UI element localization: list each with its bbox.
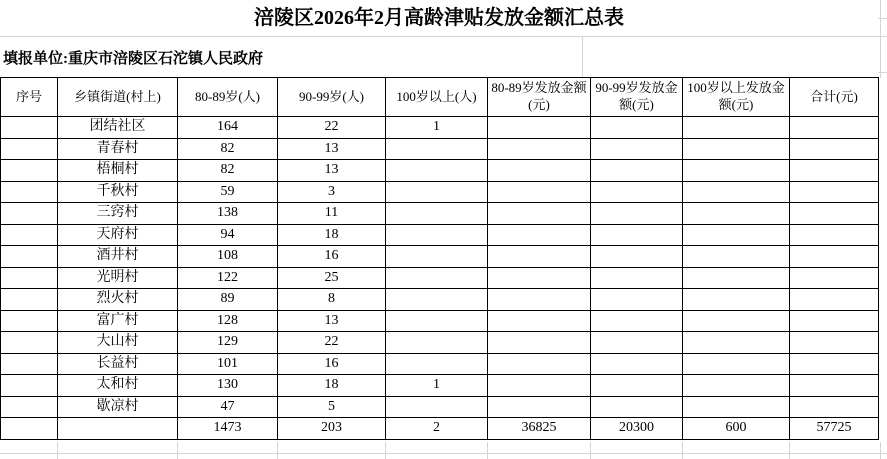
table-cell[interactable]: 47	[178, 396, 278, 418]
table-cell[interactable]	[1, 160, 58, 182]
table-cell[interactable]: 太和村	[58, 375, 178, 397]
table-cell[interactable]	[488, 246, 591, 268]
table-cell[interactable]: 164	[178, 117, 278, 139]
table-cell[interactable]	[591, 396, 683, 418]
header-cell-80-89-amount[interactable]: 80-89岁发放金额(元)	[488, 78, 591, 117]
table-cell[interactable]	[488, 332, 591, 354]
table-cell[interactable]	[1, 117, 58, 139]
table-cell[interactable]	[790, 181, 879, 203]
table-cell[interactable]	[386, 310, 488, 332]
table-cell[interactable]: 团结社区	[58, 117, 178, 139]
table-cell[interactable]: 3	[278, 181, 386, 203]
header-cell-100plus-count[interactable]: 100岁以上(人)	[386, 78, 488, 117]
header-cell-village[interactable]: 乡镇街道(村上)	[58, 78, 178, 117]
table-cell[interactable]	[790, 267, 879, 289]
gridline	[487, 442, 488, 459]
table-cell[interactable]	[386, 246, 488, 268]
table-row	[1, 267, 879, 289]
table-cell[interactable]	[683, 353, 790, 375]
table-cell[interactable]: 烈火村	[58, 289, 178, 311]
table-cell[interactable]	[591, 203, 683, 225]
table-cell[interactable]	[683, 181, 790, 203]
table-cell[interactable]	[683, 224, 790, 246]
table-cell[interactable]	[591, 224, 683, 246]
table-cell[interactable]	[790, 117, 879, 139]
table-cell[interactable]: 101	[178, 353, 278, 375]
table-cell[interactable]: 18	[278, 375, 386, 397]
table-cell[interactable]	[386, 160, 488, 182]
table-cell[interactable]	[488, 375, 591, 397]
gridline	[682, 442, 683, 459]
table-cell[interactable]	[488, 353, 591, 375]
table-cell[interactable]	[1, 396, 58, 418]
gridline	[0, 453, 887, 454]
table-cell[interactable]	[1, 203, 58, 225]
table-cell[interactable]	[790, 160, 879, 182]
table-cell[interactable]	[1, 418, 58, 440]
table-cell[interactable]: 1	[386, 375, 488, 397]
table-cell[interactable]	[790, 246, 879, 268]
table-cell[interactable]	[386, 181, 488, 203]
table-cell[interactable]: 94	[178, 224, 278, 246]
table-cell[interactable]	[1, 332, 58, 354]
table-cell[interactable]	[790, 332, 879, 354]
table-cell[interactable]: 梧桐村	[58, 160, 178, 182]
table-cell[interactable]: 36825	[488, 418, 591, 440]
table-cell[interactable]: 18	[278, 224, 386, 246]
table-cell[interactable]	[591, 289, 683, 311]
table-cell[interactable]	[790, 375, 879, 397]
table-cell[interactable]: 千秋村	[58, 181, 178, 203]
sheet-title-cell[interactable]: 涪陵区2026年2月高龄津贴发放金额汇总表	[254, 7, 624, 29]
filing-unit-cell[interactable]: 填报单位:重庆市涪陵区石沱镇人民政府	[3, 50, 263, 67]
gridline	[0, 36, 887, 37]
table-cell[interactable]	[591, 246, 683, 268]
table-cell[interactable]: 89	[178, 289, 278, 311]
table-cell[interactable]	[683, 289, 790, 311]
header-cell-100plus-amount[interactable]: 100岁以上发放金额(元)	[683, 78, 790, 117]
table-cell[interactable]	[790, 396, 879, 418]
table-cell[interactable]	[58, 418, 178, 440]
table-cell[interactable]	[488, 289, 591, 311]
summary-table	[0, 77, 879, 440]
table-cell[interactable]: 130	[178, 375, 278, 397]
table-cell[interactable]	[790, 353, 879, 375]
table-cell[interactable]: 82	[178, 160, 278, 182]
table-cell[interactable]	[386, 224, 488, 246]
table-cell[interactable]	[1, 138, 58, 160]
table-cell[interactable]	[1, 375, 58, 397]
header-cell-seq[interactable]: 序号	[1, 78, 58, 117]
table-cell[interactable]	[386, 203, 488, 225]
table-cell[interactable]	[683, 160, 790, 182]
table-cell[interactable]	[790, 138, 879, 160]
table-cell[interactable]	[591, 117, 683, 139]
table-cell[interactable]	[1, 181, 58, 203]
table-cell[interactable]: 1473	[178, 418, 278, 440]
table-cell[interactable]: 59	[178, 181, 278, 203]
table-cell[interactable]: 13	[278, 138, 386, 160]
gridline	[590, 442, 591, 459]
table-cell[interactable]	[488, 310, 591, 332]
table-cell[interactable]: 25	[278, 267, 386, 289]
table-cell[interactable]	[591, 353, 683, 375]
table-cell[interactable]: 22	[278, 117, 386, 139]
table-cell[interactable]	[790, 310, 879, 332]
table-cell[interactable]: 138	[178, 203, 278, 225]
gridline	[789, 442, 790, 459]
gridline	[582, 36, 583, 78]
table-cell[interactable]	[386, 396, 488, 418]
table-cell[interactable]: 20300	[591, 418, 683, 440]
gridline	[177, 442, 178, 459]
table-cell[interactable]: 三窍村	[58, 203, 178, 225]
table-row	[1, 224, 879, 246]
table-cell[interactable]	[683, 375, 790, 397]
table-cell[interactable]	[591, 267, 683, 289]
table-cell[interactable]: 57725	[790, 418, 879, 440]
table-cell[interactable]: 富广村	[58, 310, 178, 332]
table-cell[interactable]: 108	[178, 246, 278, 268]
table-cell[interactable]: 13	[278, 310, 386, 332]
table-cell[interactable]	[488, 203, 591, 225]
header-cell-80-89-count[interactable]: 80-89岁(人)	[178, 78, 278, 117]
table-row	[1, 396, 879, 418]
table-row	[1, 332, 879, 354]
header-row	[1, 78, 879, 117]
table-cell[interactable]: 2	[386, 418, 488, 440]
table-cell[interactable]	[1, 246, 58, 268]
table-cell[interactable]: 203	[278, 418, 386, 440]
table-row	[1, 353, 879, 375]
table-cell[interactable]	[488, 224, 591, 246]
gridline	[880, 0, 881, 78]
table-cell[interactable]	[1, 267, 58, 289]
total-row	[1, 418, 879, 440]
table-cell[interactable]	[683, 332, 790, 354]
table-cell[interactable]	[1, 353, 58, 375]
table-cell[interactable]	[386, 267, 488, 289]
table-cell[interactable]	[488, 160, 591, 182]
table-cell[interactable]	[591, 375, 683, 397]
header-cell-total[interactable]: 合计(元)	[790, 78, 879, 117]
table-cell[interactable]: 光明村	[58, 267, 178, 289]
table-cell[interactable]	[488, 117, 591, 139]
table-cell[interactable]: 酒井村	[58, 246, 178, 268]
table-cell[interactable]	[683, 396, 790, 418]
table-cell[interactable]	[790, 203, 879, 225]
gridline	[880, 442, 881, 459]
table-cell[interactable]	[1, 224, 58, 246]
table-cell[interactable]: 13	[278, 160, 386, 182]
table-row	[1, 181, 879, 203]
table-row	[1, 160, 879, 182]
table-cell[interactable]	[683, 203, 790, 225]
table-row	[1, 117, 879, 139]
table-body	[1, 117, 879, 440]
table-cell[interactable]	[591, 160, 683, 182]
table-cell[interactable]	[488, 267, 591, 289]
table-cell[interactable]: 1	[386, 117, 488, 139]
table-cell[interactable]	[386, 332, 488, 354]
table-cell[interactable]: 歇凉村	[58, 396, 178, 418]
table-row	[1, 246, 879, 268]
table-cell[interactable]	[386, 138, 488, 160]
table-row	[1, 310, 879, 332]
table-cell[interactable]	[790, 289, 879, 311]
gridline	[57, 442, 58, 459]
table-cell[interactable]: 128	[178, 310, 278, 332]
gridline	[878, 18, 887, 19]
table-cell[interactable]: 8	[278, 289, 386, 311]
table-cell[interactable]	[488, 396, 591, 418]
table-cell[interactable]: 5	[278, 396, 386, 418]
table-cell[interactable]: 11	[278, 203, 386, 225]
table-cell[interactable]	[683, 246, 790, 268]
table-cell[interactable]: 大山村	[58, 332, 178, 354]
table-cell[interactable]: 600	[683, 418, 790, 440]
table-cell[interactable]: 长益村	[58, 353, 178, 375]
table-row	[1, 289, 879, 311]
table-cell[interactable]	[386, 289, 488, 311]
table-cell[interactable]	[1, 310, 58, 332]
table-cell[interactable]	[591, 310, 683, 332]
gridline	[277, 442, 278, 459]
gridline	[385, 442, 386, 459]
table-row	[1, 375, 879, 397]
table-row	[1, 203, 879, 225]
gridline	[878, 72, 887, 73]
table-cell[interactable]: 天府村	[58, 224, 178, 246]
table-cell[interactable]: 129	[178, 332, 278, 354]
table-cell[interactable]: 122	[178, 267, 278, 289]
table-cell[interactable]	[683, 117, 790, 139]
table-cell[interactable]: 青春村	[58, 138, 178, 160]
table-cell[interactable]	[591, 138, 683, 160]
table-cell[interactable]	[683, 267, 790, 289]
table-cell[interactable]: 82	[178, 138, 278, 160]
table-cell[interactable]	[386, 353, 488, 375]
table-cell[interactable]: 22	[278, 332, 386, 354]
table-row	[1, 138, 879, 160]
table-cell[interactable]	[790, 224, 879, 246]
table-cell[interactable]	[591, 332, 683, 354]
table-cell[interactable]	[488, 181, 591, 203]
header-cell-90-99-amount[interactable]: 90-99岁发放金额(元)	[591, 78, 683, 117]
table-cell[interactable]	[1, 289, 58, 311]
table-cell[interactable]	[591, 181, 683, 203]
table-cell[interactable]	[683, 138, 790, 160]
table-cell[interactable]	[488, 138, 591, 160]
table-cell[interactable]: 16	[278, 353, 386, 375]
table-cell[interactable]: 16	[278, 246, 386, 268]
header-cell-90-99-count[interactable]: 90-99岁(人)	[278, 78, 386, 117]
table-cell[interactable]	[683, 310, 790, 332]
